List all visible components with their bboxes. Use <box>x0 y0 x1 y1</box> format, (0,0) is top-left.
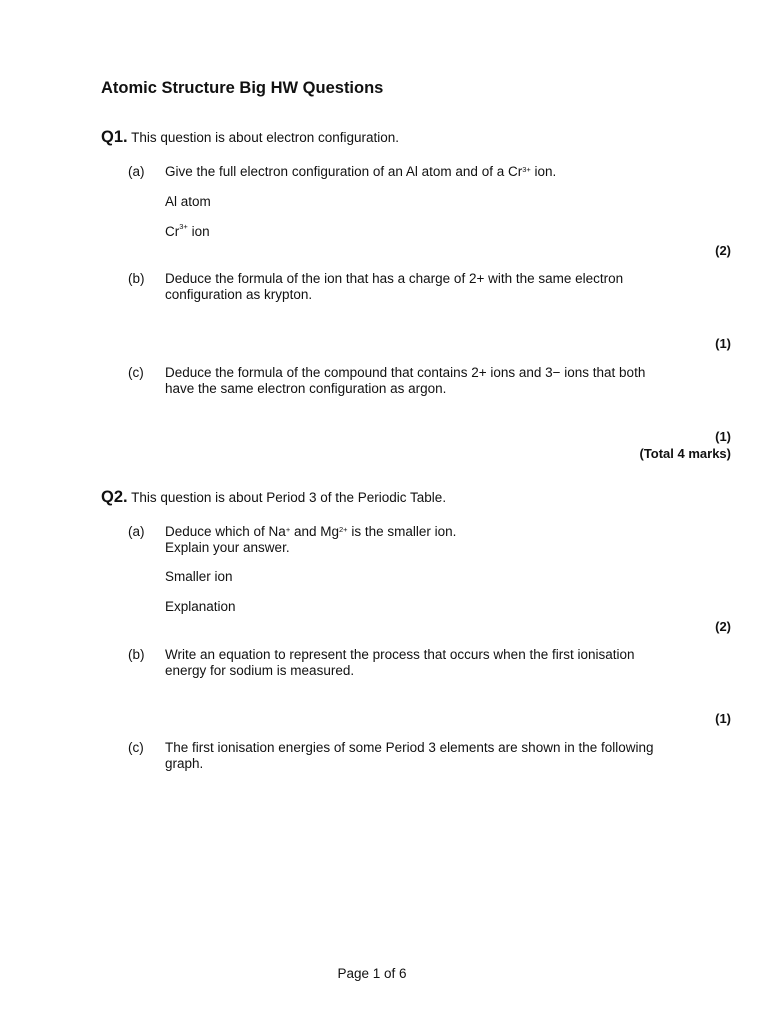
question-line: The first ionisation energies of some Period 3 elements are shown in the following <box>165 740 654 755</box>
answer-label-explanation: Explanation <box>165 599 236 614</box>
question-intro: This question is about Period 3 of the Periodic Table. <box>131 490 447 505</box>
question-intro: This question is about electron configuration. <box>131 130 400 145</box>
question-2-header <box>101 488 446 507</box>
answer-text-part: Cr <box>165 224 180 239</box>
question-text <box>165 271 623 303</box>
answer-label-smaller-ion: Smaller ion <box>165 569 233 584</box>
question-text-part: Deduce which of Na <box>165 524 286 539</box>
part-label: (a) <box>128 524 145 539</box>
question-text <box>165 647 635 679</box>
marks: (1) <box>715 336 731 351</box>
superscript: + <box>285 525 291 534</box>
question-text-part: is the smaller ion. <box>347 524 457 539</box>
part-label: (a) <box>128 164 145 179</box>
page-footer: Page 1 of 6 <box>337 966 407 981</box>
superscript: 3+ <box>179 222 188 231</box>
part-label: (c) <box>128 365 144 380</box>
question-1-header <box>101 128 399 147</box>
part-label: (c) <box>128 740 144 755</box>
question-text-part: and Mg <box>290 524 339 539</box>
superscript: 3+ <box>522 165 531 174</box>
question-text <box>165 365 645 397</box>
marks: (2) <box>715 243 731 258</box>
answer-label-al-atom: Al atom <box>165 194 211 209</box>
marks: (2) <box>715 619 731 634</box>
superscript: 2+ <box>339 525 348 534</box>
question-line: Deduce the formula of the ion that has a charge of 2+ with the same electron <box>165 271 624 286</box>
page-title: Atomic Structure Big HW Questions <box>101 79 384 97</box>
question-number: Q2. <box>101 488 128 506</box>
question-text <box>165 164 556 180</box>
question-number: Q1. <box>101 128 128 146</box>
question-line: graph. <box>165 756 204 771</box>
marks: (1) <box>715 711 731 726</box>
question-text <box>165 740 654 772</box>
question-line: Explain your answer. <box>165 540 290 555</box>
question-line: Write an equation to represent the process that occurs when the first ionisation <box>165 647 635 662</box>
question-line: configuration as krypton. <box>165 287 313 302</box>
marks: (1) <box>715 429 731 444</box>
question-line: have the same electron configuration as argon. <box>165 381 447 396</box>
question-text <box>165 524 456 556</box>
answer-label-cr-ion <box>165 224 210 239</box>
question-text-part: Give the full electron configuration of an Al atom and of a Cr <box>165 164 523 179</box>
answer-text-part: ion <box>187 224 210 239</box>
part-label: (b) <box>128 647 145 662</box>
question-line <box>165 524 456 540</box>
question-line: energy for sodium is measured. <box>165 663 355 678</box>
part-label: (b) <box>128 271 145 286</box>
question-text-part: ion. <box>530 164 557 179</box>
question-line: Deduce the formula of the compound that contains 2+ ions and 3− ions that both <box>165 365 646 380</box>
total-marks: (Total 4 marks) <box>639 446 731 461</box>
